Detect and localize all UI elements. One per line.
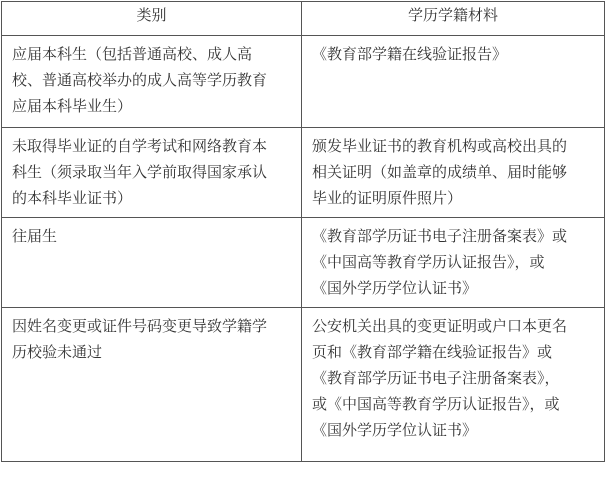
table-row xyxy=(2,128,605,218)
material-text: 页和《教育部学籍在线验证报告》或 xyxy=(312,343,553,361)
header-materials: 学历学籍材料 xyxy=(302,2,605,36)
materials-table xyxy=(1,1,605,462)
category-cell xyxy=(2,128,302,218)
category-text: 历校验未通过 xyxy=(12,343,103,361)
category-cell xyxy=(2,218,302,308)
category-text: 应届本科毕业生） xyxy=(12,97,133,115)
material-cell xyxy=(302,128,605,218)
material-text: 颁发毕业证书的教育机构或高校出具的 xyxy=(312,137,568,155)
category-text: 因姓名变更或证件号码变更导致学籍学 xyxy=(12,317,268,335)
material-cell xyxy=(302,308,605,462)
material-text: 《国外学历学位认证书》 xyxy=(312,421,478,439)
material-text: 《教育部学籍在线验证报告》 xyxy=(312,45,508,63)
material-text: 《教育部学历证书电子注册备案表》或 xyxy=(312,227,568,245)
material-cell xyxy=(302,36,605,128)
table-row xyxy=(2,36,605,128)
category-cell xyxy=(2,308,302,462)
material-text: 《国外学历学位认证书》 xyxy=(312,279,478,297)
material-cell xyxy=(302,218,605,308)
material-text: 相关证明（如盖章的成绩单、届时能够 xyxy=(312,163,568,181)
category-text: 科生（须录取当年入学前取得国家承认 xyxy=(12,163,268,181)
category-text: 的本科毕业证书） xyxy=(12,189,133,207)
table-header-row xyxy=(2,2,605,36)
material-text: 《教育部学历证书电子注册备案表》， xyxy=(312,369,560,387)
material-text: 毕业的证明原件照片） xyxy=(312,189,463,207)
table-row xyxy=(2,218,605,308)
category-text: 校、普通高校举办的成人高等学历教育 xyxy=(12,71,268,89)
category-cell xyxy=(2,36,302,128)
category-text: 往届生 xyxy=(12,227,58,245)
material-text: 公安机关出具的变更证明或户口本更名 xyxy=(312,317,568,335)
table-row xyxy=(2,308,605,462)
material-text: 《中国高等教育学历认证报告》，或 xyxy=(312,253,545,271)
category-text: 应届本科生（包括普通高校、成人高 xyxy=(12,45,253,63)
material-text: 或《中国高等教育学历认证报告》，或 xyxy=(312,395,560,413)
header-category: 类别 xyxy=(2,2,302,36)
category-text: 未取得毕业证的自学考试和网络教育本 xyxy=(12,137,268,155)
